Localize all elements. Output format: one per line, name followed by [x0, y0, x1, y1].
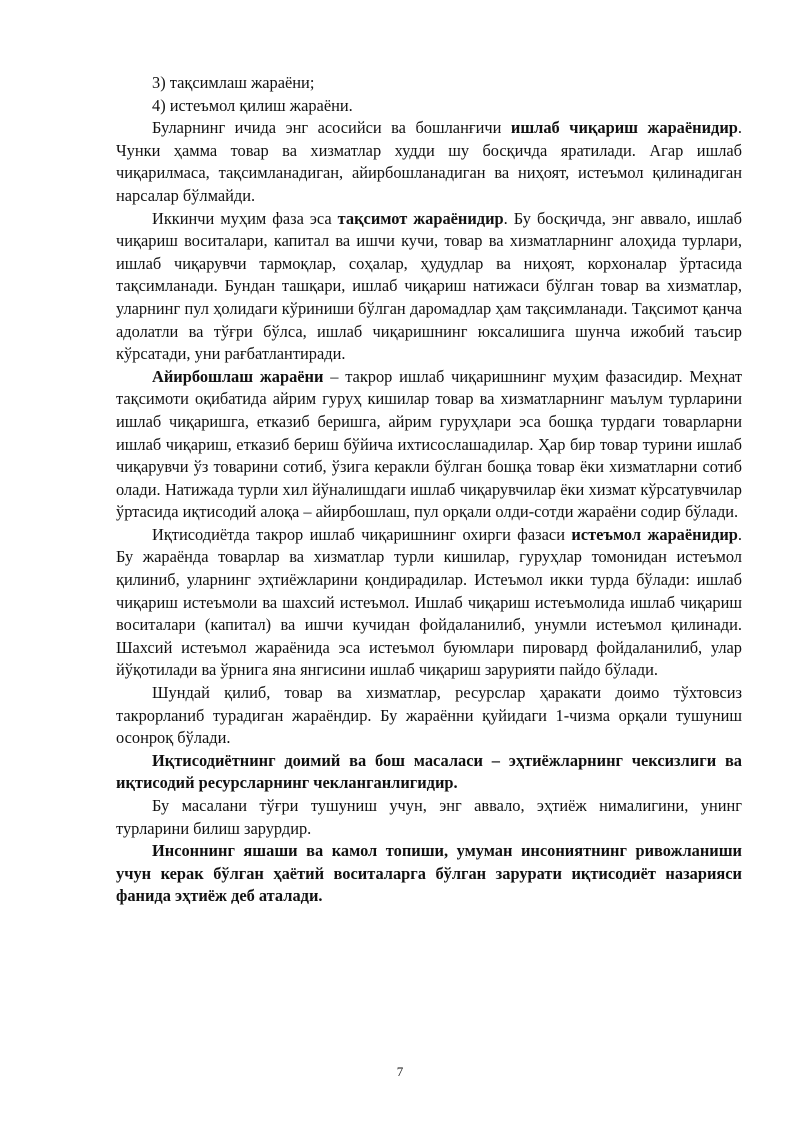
definition-statement: Инсоннинг яшаши ва камол топиши, умуман инсониятнинг ривожланиши учун керак бўлган ҳаётий воситаларга бўлган зарурати иқтисодиёт назарияси фанида эҳтиёж деб аталади.	[116, 841, 742, 906]
bold-term: ишлаб чиқариш жараёнидир	[510, 118, 738, 138]
text-run: Буларнинг ичида энг асосийси ва бошланғичи	[152, 118, 511, 138]
text-run: . Чунки ҳамма товар ва хизматлар худди шу босқичда яратилади. Агар ишлаб чиқарилмаса, тақсимланадиган, айирбошланадиган ва ниҳоят, истеъмол қилинадиган нарсалар бўлмайди.	[116, 118, 743, 205]
page-number: 7	[396, 1064, 404, 1079]
text-run: . Бу босқичда, энг аввало, ишлаб чиқариш воситалари, капитал ва ишчи кучи, товар ва хизматларнинг алоҳида турлари, ишлаб чиқарувчи тармоқлар, соҳалар, ҳудудлар ва ниҳоят, корхоналар ўртасида тақсимланади. Бундан ташқари, ишлаб чиқариш натижаси бўлган товар ва хизматлар, уларнинг пул ҳолидаги кўриниши бўлган даромадлар ҳам тақсимланади. Тақсимот қанча адолатли ва тўғри бўлса, ишлаб чиқаришнинг юксалишига шунча ижобий таъсир кўрсатади, уни рағбатлантиради.	[116, 208, 742, 364]
text-run: Иккинчи муҳим фаза эса	[152, 208, 338, 228]
paragraph	[116, 524, 742, 682]
bold-term: тақсимот жараёнидир	[337, 208, 504, 228]
paragraph: Бу масалани тўғри тушуниш учун, энг аввало, эҳтиёж нималигини, унинг турларини билиш зарурдир.	[116, 796, 742, 838]
bold-term: истеъмол жараёнидир	[571, 524, 738, 544]
bold-paragraph	[116, 750, 742, 795]
list-item: 3) тақсимлаш жараёни;	[152, 73, 315, 92]
text-run: – такрор ишлаб чиқаришнинг муҳим фазасидир. Меҳнат тақсимоти оқибатида айрим гуруҳ кишилар товар ва хизматларнинг маълум турларини ишлаб чиқаришга, етказиб беришга, айрим гуруҳлари эса бошқа турдаги товарларни ишлаб чиқариш, етказиб бериш бўйича ихтисослашадилар. Ҳар бир товар турини ишлаб чиқарувчи ўз товарини сотиб, ўзига керакли бўлган бошқа товар ёки хизматларни сотиб олади. Натижада турли хил йўналишдаги ишлаб чиқарувчилар ёки хизмат кўрсатувчилар ўртасида иқтисодий алоқа – айирбошлаш, пул орқали олди-сотди жараёни содир бўлади.	[116, 366, 742, 522]
bold-paragraph	[116, 840, 742, 908]
paragraph	[116, 208, 742, 366]
list-item: 4) истеъмол қилиш жараёни.	[152, 95, 353, 115]
bold-term: Айирбошлаш жараёни	[152, 366, 324, 386]
text-run: . Бу жараёнда товарлар ва хизматлар турли кишилар, гуруҳлар томонидан истеъмол қилиниб, уларнинг эҳтиёжларини қондирадилар. Истеъмол икки турда бўлади: ишлаб чиқариш истеъмоли ва шахсий истеъмол. Ишлаб чиқариш истеъмолида ишлаб чиқариш воситалари (капитал) ва ишчи кучидан фойдаланилиб, унумли истеъмол қилинади. Шахсий истеъмол жараёнида эса истеъмол буюмлари пировард фойдаланилиб, улар йўқотилади ва ўрнига яна янгисини ишлаб чиқариш зарурияти пайдо бўлади.	[116, 524, 742, 680]
document-body	[116, 72, 742, 908]
paragraph: Шундай қилиб, товар ва хизматлар, ресурслар ҳаракати доимо тўхтовсиз такрорланиб турадиган жараёндир. Бу жараённи қуйидаги 1-чизма орқали тушуниш осонроқ бўлади.	[116, 683, 742, 748]
paragraph	[116, 366, 742, 524]
bold-statement: Иқтисодиётнинг доимий ва бош масаласи – эҳтиёжларнинг чексизлиги ва иқтисодий ресурсларнинг чекланганлигидир.	[116, 750, 742, 793]
text-run: Иқтисодиётда такрор ишлаб чиқаришнинг охирги фазаси	[152, 524, 572, 544]
paragraph	[116, 117, 742, 207]
